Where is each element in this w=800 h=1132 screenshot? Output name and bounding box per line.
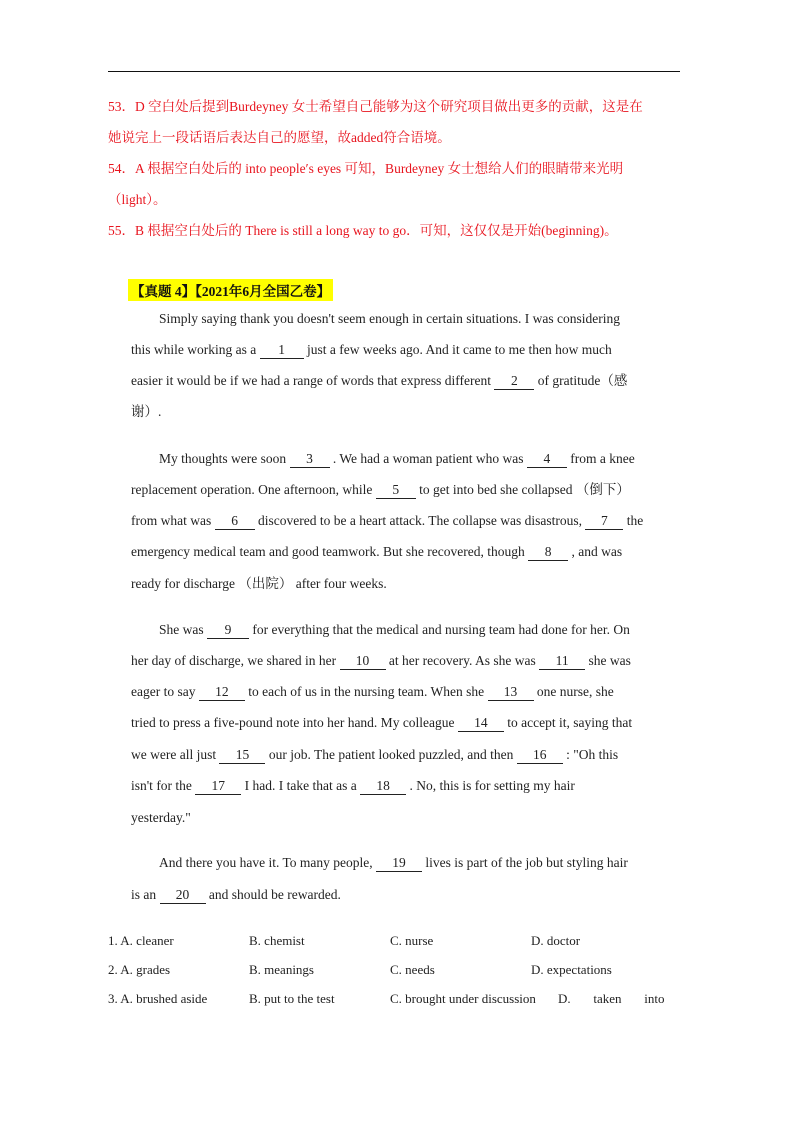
- section-tag: 【真题 4】【2021年6月全国乙卷】: [128, 279, 333, 301]
- passage-line: ready for discharge （出院） after four weeks.: [131, 576, 387, 591]
- option-1c: C. nurse: [390, 933, 434, 948]
- blank-11: 11: [539, 653, 585, 670]
- option-3b: B. put to the test: [249, 991, 335, 1006]
- blank-20: 20: [160, 887, 206, 904]
- blank-13: 13: [488, 684, 534, 701]
- option-2d: D. expectations: [531, 962, 612, 977]
- passage-line: from what was 6 discovered to be a heart attack. The collapse was disastrous, 7 the: [131, 513, 644, 528]
- blank-3: 3: [290, 451, 330, 468]
- passage-line: this while working as a 1 just a few weeks ago. And it came to me then how much: [131, 342, 612, 357]
- blank-2: 2: [494, 373, 534, 390]
- blank-10: 10: [340, 653, 386, 670]
- passage-line: isn't for the 17 I had. I take that as a 18 . No, this is for setting my hair: [131, 778, 575, 793]
- blank-18: 18: [360, 778, 406, 795]
- option-1d: D. doctor: [531, 933, 581, 948]
- passage-line: her day of discharge, we shared in her 10 at her recovery. As she was 11 she was: [131, 653, 631, 668]
- passage-line: replacement operation. One afternoon, while 5 to get into bed she collapsed （倒下）: [131, 482, 630, 497]
- passage-line: 谢）.: [131, 404, 162, 419]
- passage-line: Simply saying thank you doesn't seem enough in certain situations. I was considering: [159, 311, 620, 326]
- option-3d: D. taken into: [558, 991, 665, 1006]
- passage-line: And there you have it. To many people, 19 lives is part of the job but styling hair: [159, 855, 628, 870]
- option-3c: C. brought under discussion: [390, 991, 536, 1006]
- passage-line: She was 9 for everything that the medical and nursing team had done for her. On: [159, 622, 630, 637]
- passage-line: we were all just 15 our job. The patient looked puzzled, and then 16 : "Oh this: [131, 747, 619, 762]
- answer-53-line2: 她说完上一段话语后表达自己的愿望，故added符合语境。: [108, 130, 451, 145]
- option-2c: C. needs: [390, 962, 435, 977]
- passage-line: yesterday.": [131, 810, 191, 825]
- blank-8: 8: [528, 544, 568, 561]
- blank-9: 9: [207, 622, 249, 639]
- blank-4: 4: [527, 451, 567, 468]
- blank-7: 7: [585, 513, 623, 530]
- blank-5: 5: [376, 482, 416, 499]
- passage-line: easier it would be if we had a range of words that express different 2 of gratitude（感: [131, 373, 628, 388]
- option-1b: B. chemist: [249, 933, 305, 948]
- answer-54-line2: （light）。: [108, 192, 167, 207]
- answer-54-line1: 54．A 根据空白处后的 into people′s eyes 可知，Burdeyney 女士想给人们的眼睛带来光明: [108, 161, 624, 176]
- answer-55-line1: 55．B 根据空白处后的 There is still a long way to go．可知，这仅仅是开始(beginning)。: [108, 223, 618, 238]
- blank-14: 14: [458, 715, 504, 732]
- header-rule: [108, 71, 680, 72]
- option-2a: 2. A. grades: [108, 962, 171, 977]
- option-3a: 3. A. brushed aside: [108, 991, 208, 1006]
- blank-15: 15: [219, 747, 265, 764]
- passage-line: eager to say 12 to each of us in the nursing team. When she 13 one nurse, she: [131, 684, 614, 699]
- passage-line: emergency medical team and good teamwork. But she recovered, though 8 , and was: [131, 544, 623, 559]
- passage-line: is an 20 and should be rewarded.: [131, 887, 341, 902]
- option-1a: 1. A. cleaner: [108, 933, 174, 948]
- passage-line: tried to press a five-pound note into her hand. My colleague 14 to accept it, saying that: [131, 715, 633, 730]
- blank-6: 6: [215, 513, 255, 530]
- answer-53-line1: 53．D 空白处后提到Burdeyney 女士希望自己能够为这个研究项目做出更多的贡献，这是在: [108, 99, 643, 114]
- blank-17: 17: [195, 778, 241, 795]
- option-2b: B. meanings: [249, 962, 314, 977]
- passage-line: My thoughts were soon 3 . We had a woman patient who was 4 from a knee: [159, 451, 635, 466]
- blank-16: 16: [517, 747, 563, 764]
- blank-1: 1: [260, 342, 304, 359]
- blank-12: 12: [199, 684, 245, 701]
- blank-19: 19: [376, 855, 422, 872]
